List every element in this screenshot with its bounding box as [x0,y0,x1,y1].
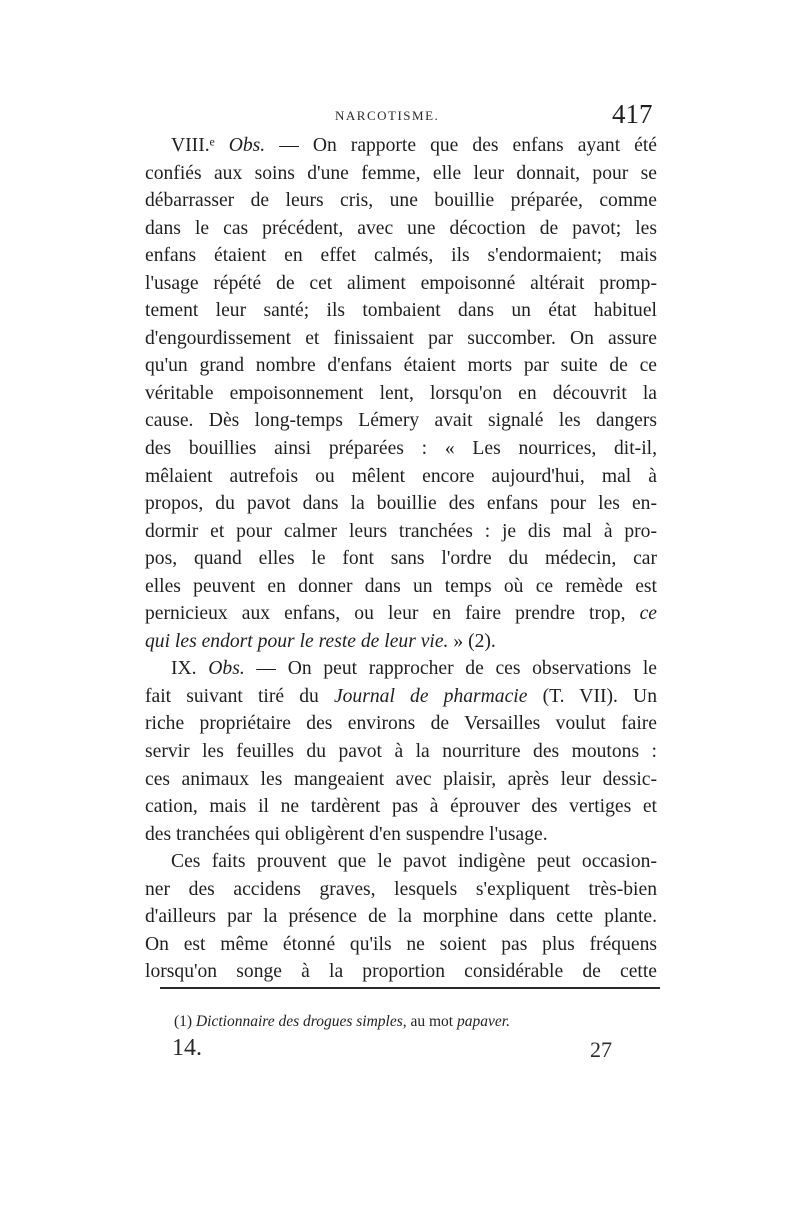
text-line: qu'un grand nombre d'enfans étaient morts par suite de ce [145,355,657,377]
text-line: enfans étaient en effet calmés, ils s'endormaient; mais [145,245,657,267]
footnote [174,1013,654,1031]
footnote-term: papaver. [457,1013,510,1030]
running-title: NARCOTISME. [335,108,440,123]
text-line: ces animaux les mangeaient avec plaisir, après leur dessic- [145,768,657,790]
footnote-marker: (1) [174,1013,193,1030]
running-head [0,99,800,135]
text-line: qui les endort pour le reste de leur vie. » (2). [145,630,496,652]
page-footer [0,1035,800,1075]
text-line: débarrasser de leurs cris, une bouillie préparée, comme [145,190,657,212]
text-line: des tranchées qui obligèrent d'en suspendre l'usage. [145,823,548,845]
text-line: lorsqu'on songe à la proportion considérable de cette [145,961,657,983]
text-line: dormir et pour calmer leurs tranchées : je dis mal à pro- [145,520,657,542]
text-line: cause. Dès long-temps Lémery avait signalé les dangers [145,410,657,432]
footnote-title: Dictionnaire des drogues simples [195,1013,403,1030]
body-text [145,132,657,986]
text-line: d'engourdissement et finissaient par succomber. On assure [145,327,657,349]
text-line: l'usage répété de cet aliment empoisonné altérait promp- [145,272,657,294]
text-line: VIII.ᵉ Obs. — On rapporte que des enfans ayant été [171,135,658,156]
text-line: confiés aux soins d'une femme, elle leur donnait, pour se [145,162,657,184]
text-line: dans le cas précédent, avec une décoction de pavot; les [145,217,657,239]
text-line: elles peuvent en donner dans un temps où ce remède est [145,575,657,597]
sheet-number: 27 [590,1037,612,1062]
text-line: d'ailleurs par la présence de la morphine dans cette plante. [145,906,657,928]
text-line: pos, quand elles le font sans l'ordre du médecin, car [145,548,657,570]
text-line: On est même étonné qu'ils ne soient pas plus fréquens [145,933,657,955]
text-line: mêlaient autrefois ou mêlent encore aujourd'hui, mal à [145,465,657,487]
footnote-rule [160,987,660,989]
signature-mark: 14. [172,1035,202,1061]
text-line: véritable empoisonnement lent, lorsqu'on en découvrit la [145,382,657,404]
text-line: Ces faits prouvent que le pavot indigène peut occasion- [171,851,657,873]
footnote-text: , au mot [402,1013,457,1030]
text-line: IX. Obs. — On peut rapprocher de ces observations le [171,658,657,680]
text-line: servir les feuilles du pavot à la nourriture des moutons : [145,741,657,763]
page-number: 417 [612,99,653,129]
text-line: riche propriétaire des environs de Versailles voulut faire [145,713,657,735]
text-line: tement leur santé; ils tombaient dans un état habituel [145,300,657,322]
text-line: fait suivant tiré du Journal de pharmacie (T. VII). Un [145,685,657,707]
text-line: des bouillies ainsi préparées : « Les nourrices, dit-il, [145,438,657,460]
text-line: cation, mais il ne tardèrent pas à éprouver des vertiges et [145,796,657,818]
text-line: pernicieux aux enfans, ou leur en faire prendre trop, ce [145,603,657,625]
text-line: ner des accidens graves, lesquels s'expliquent très-bien [145,878,657,900]
text-line: propos, du pavot dans la bouillie des enfans pour les en- [145,493,657,515]
